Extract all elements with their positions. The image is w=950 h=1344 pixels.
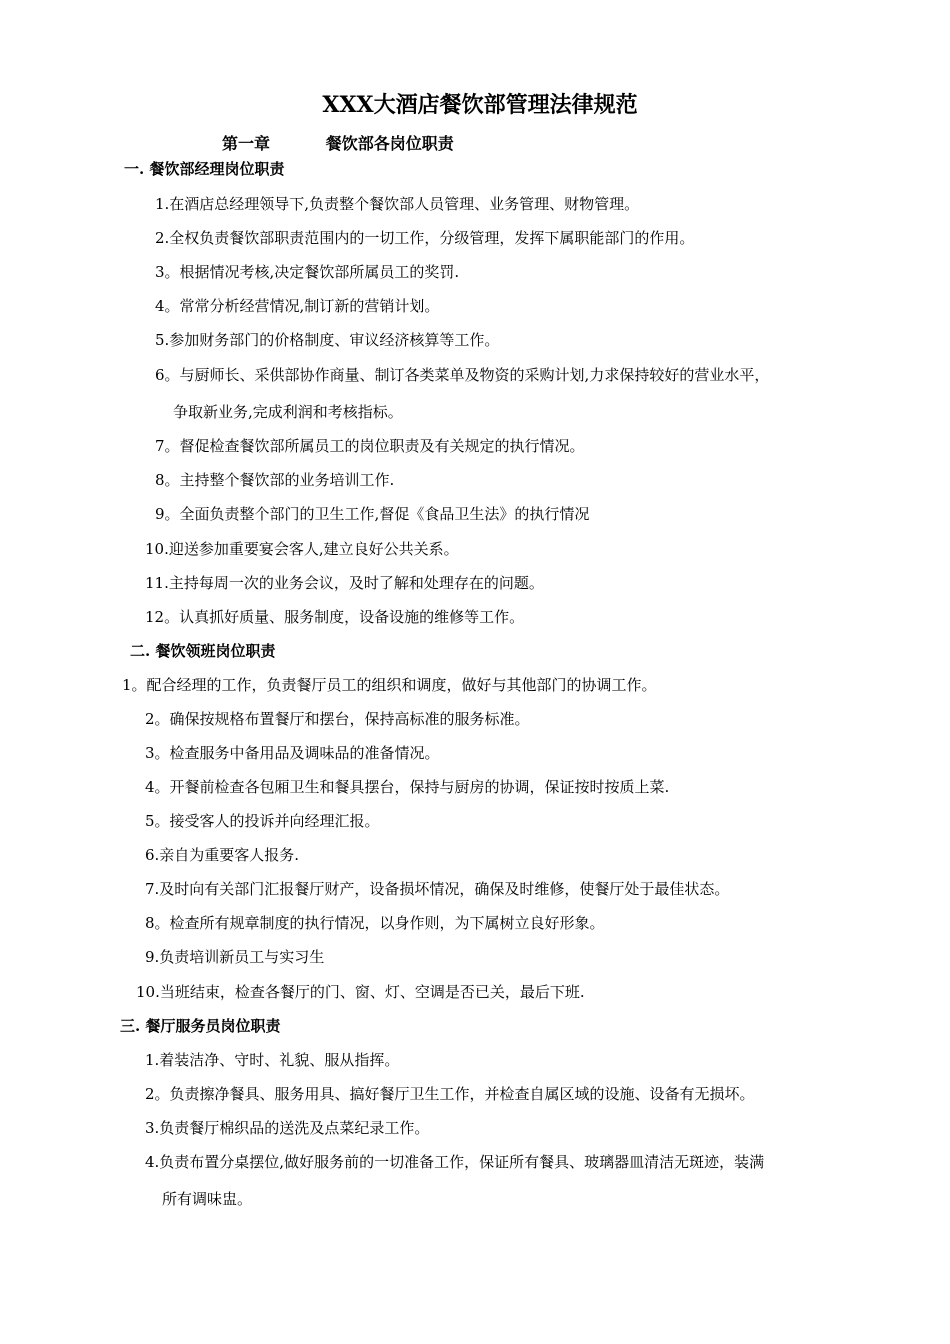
list-item-continuation: 所有调味盅。 bbox=[162, 1190, 253, 1208]
list-item: 7。督促检查餐饮部所属员工的岗位职责及有关规定的执行情况。 bbox=[155, 437, 585, 455]
list-item: 1.着装洁净、守时、礼貌、服从指挥。 bbox=[145, 1051, 400, 1069]
list-item-continuation: 争取新业务,完成利润和考核指标。 bbox=[173, 403, 403, 421]
list-item: 2。确保按规格布置餐厅和摆台，保持高标准的服务标准。 bbox=[145, 710, 530, 728]
list-item: 11.主持每周一次的业务会议，及时了解和处理存在的问题。 bbox=[145, 574, 544, 592]
list-item: 3.负责餐厅棉织品的送洗及点菜纪录工作。 bbox=[145, 1119, 430, 1137]
list-item: 12。认真抓好质量、服务制度，设备设施的维修等工作。 bbox=[145, 608, 525, 626]
list-item: 9。全面负责整个部门的卫生工作,督促《食品卫生法》的执行情况 bbox=[155, 505, 590, 523]
section-heading-manager: 一. 餐饮部经理岗位职责 bbox=[124, 160, 285, 178]
list-item: 7.及时向有关部门汇报餐厅财产，设备损坏情况，确保及时维修，使餐厅处于最佳状态。 bbox=[145, 880, 730, 898]
list-item: 3。根据情况考核,决定餐饮部所属员工的奖罚. bbox=[155, 263, 460, 281]
list-item: 2。负责擦净餐具、服务用具、搞好餐厅卫生工作，并检查自属区域的设施、设备有无损坏。 bbox=[145, 1085, 755, 1103]
list-item: 4.负责布置分桌摆位,做好服务前的一切准备工作，保证所有餐具、玻璃器皿清洁无斑迹，装满 bbox=[145, 1153, 765, 1171]
list-item: 2.全权负责餐饮部职责范围内的一切工作，分级管理，发挥下属职能部门的作用。 bbox=[155, 229, 695, 247]
list-item: 10.迎送参加重要宴会客人,建立良好公共关系。 bbox=[145, 540, 459, 558]
list-item: 8。主持整个餐饮部的业务培训工作. bbox=[155, 471, 395, 489]
list-item: 4。常常分析经营情况,制订新的营销计划。 bbox=[155, 297, 440, 315]
list-item: 6。与厨师长、采供部协作商量、制订各类菜单及物资的采购计划,力求保持较好的营业水平， bbox=[155, 366, 770, 384]
list-item: 1。配合经理的工作，负责餐厅员工的组织和调度，做好与其他部门的协调工作。 bbox=[122, 676, 657, 694]
list-item: 10.当班结束，检查各餐厅的门、窗、灯、空调是否已关，最后下班. bbox=[136, 983, 585, 1001]
list-item: 5.参加财务部门的价格制度、审议经济核算等工作。 bbox=[155, 331, 500, 349]
list-item: 6.亲自为重要客人报务. bbox=[145, 846, 300, 864]
list-item: 9.负责培训新员工与实习生 bbox=[145, 948, 325, 966]
list-item: 3。检查服务中备用品及调味品的准备情况。 bbox=[145, 744, 440, 762]
section-heading-waiter: 三. 餐厅服务员岗位职责 bbox=[120, 1017, 281, 1035]
list-item: 4。开餐前检查各包厢卫生和餐具摆台，保持与厨房的协调，保证按时按质上菜. bbox=[145, 778, 670, 796]
document-title: XXX大酒店餐饮部管理法律规范 bbox=[322, 92, 638, 118]
chapter-heading: 第一章 餐饮部各岗位职责 bbox=[222, 134, 454, 153]
section-heading-supervisor: 二. 餐饮领班岗位职责 bbox=[130, 642, 276, 660]
list-item: 8。检查所有规章制度的执行情况，以身作则，为下属树立良好形象。 bbox=[145, 914, 605, 932]
list-item: 1.在酒店总经理领导下,负责整个餐饮部人员管理、业务管理、财物管理。 bbox=[155, 195, 640, 213]
list-item: 5。接受客人的投诉并向经理汇报。 bbox=[145, 812, 380, 830]
